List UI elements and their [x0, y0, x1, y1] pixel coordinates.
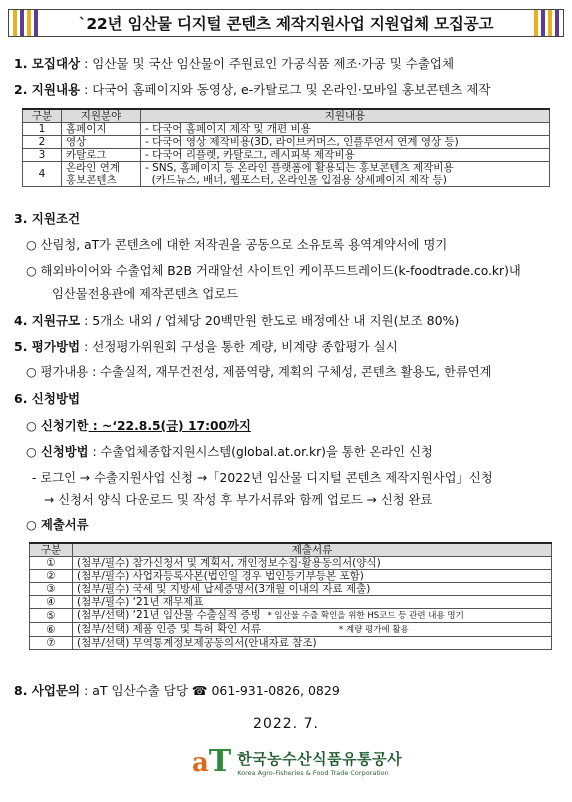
application-step: - 로그인 → 수출지원사업 신청 →「2022년 임산물 디지털 콘텐츠 제작지원사업」신청 — [32, 471, 493, 485]
table-row: ④ (첨부/필수) ‘21년 재무제표 — [30, 596, 552, 609]
application-method: ○ 신청방법 : 수출업체종합지원시스템(global.at.or.kr)을 통한 온라인 신청 — [26, 445, 433, 459]
section-support-conditions: 3. 지원조건 — [14, 211, 81, 226]
documents-table-header: 구분 제출서류 — [30, 543, 552, 557]
table-row: 4 온라인 연계 홍보콘텐츠 - SNS, 홈페이지 등 온라인 플랫폼에 활용되는 홍보콘텐츠 제작비용 (카드뉴스, 배너, 웹포스터, 온라인몰 입점용 상세페이지 제작 등) — [23, 162, 550, 187]
org-name-en: Korea Agro-Fisheries & Food Trade Corporation — [237, 768, 389, 777]
table-row: ⑦ (첨부/선택) 무역통계정보제공동의서(안내자료 참조) — [30, 637, 552, 650]
application-step: → 신청서 양식 다운로드 및 작성 후 부가서류와 함께 업로드 → 신청 완료 — [44, 493, 433, 507]
section-recruit-target: 1. 모집대상 : 임산물 및 국산 임산물이 주원료인 가공식품 제조·가공 및 수출업체 — [14, 56, 455, 71]
condition-item: ○ 산림청, aT가 콘텐츠에 대한 저작권을 공동으로 소유토록 용역계약서에 명기 — [26, 238, 448, 252]
at-logo — [192, 745, 402, 779]
title-banner — [8, 9, 564, 37]
section-evaluation: 5. 평가방법 : 선정평가위원회 구성을 통한 계량, 비계량 종합평가 실시 — [14, 339, 398, 354]
support-table — [22, 108, 550, 187]
page-title: `22년 임산물 디지털 콘텐츠 제작지원사업 지원업체 모집공고 — [78, 15, 494, 33]
table-row: ⑤ (첨부/선택) ‘21년 임산물 수출실적 증빙 * 임산물 수출 확인을 위한 HS코드 등 관련 내용 명기 — [30, 609, 552, 623]
table-row: 3 카탈로그 - 다국어 리플렛, 카탈로그, 레시피북 제작비용 — [23, 149, 550, 162]
condition-item: ○ 해외바이어와 수출업체 B2B 거래알선 사이트인 케이푸드트레이드(k-foodtrade.co.kr)내 — [26, 264, 521, 278]
section-support-content: 2. 지원내용 : 다국어 홈페이지와 동영상, e-카탈로그 및 온라인·모바일 홍보콘텐츠 제작 — [14, 82, 491, 97]
table-row: 1 홈페이지 - 다국어 홈페이지 제작 및 개편 비용 — [23, 123, 550, 136]
table-row: ⑥ (첨부/선택) 제품 인증 및 특허 확인 서류 * 계량 평가에 활용 — [30, 623, 552, 637]
title-right-stripes — [534, 10, 559, 36]
title-left-stripes — [13, 10, 38, 36]
table-row: ③ (첨부/필수) 국세 및 지방세 납세증명서(3개월 이내의 자료 제출) — [30, 583, 552, 596]
docs-label: ○ 제출서류 — [26, 518, 89, 532]
support-table-header: 구분 지원분야 지원내용 — [23, 109, 550, 123]
section-support-scale: 4. 지원규모 : 5개소 내외 / 업체당 20백만원 한도로 배정예산 내 지원(보조 80%) — [14, 313, 460, 328]
table-row: 2 영상 - 다국어 영상 제작비용(3D, 라이브커머스, 인플루언서 연계 영상 등) — [23, 136, 550, 149]
at-logo-mark: aT — [192, 743, 232, 779]
table-row: ① (첨부/필수) 참가신청서 및 계획서, 개인정보수집·활용동의서(양식) — [30, 557, 552, 570]
org-name-ko: 한국농수산식품유통공사 — [237, 749, 403, 768]
section-inquiry: 8. 사업문의 : aT 임산수출 담당 ☎ 061-931-0826, 0829 — [14, 683, 340, 698]
table-row: ② (첨부/필수) 사업자등록사본(법인일 경우 법인등기부등본 포함) — [30, 570, 552, 583]
section-application: 6. 신청방법 — [14, 391, 81, 406]
condition-item-cont: 임산물전용관에 제작콘텐츠 업로드 — [52, 287, 238, 301]
announcement-date: 2022. 7. — [253, 716, 319, 732]
evaluation-item: ○ 평가내용 : 수출실적, 재무건전성, 제품역량, 계획의 구체성, 콘텐츠 활용도, 한류연계 — [26, 365, 492, 379]
application-deadline: ○ 신청기한 : ~‘22.8.5(금) 17:00까지 — [26, 419, 251, 433]
documents-table — [29, 542, 552, 650]
